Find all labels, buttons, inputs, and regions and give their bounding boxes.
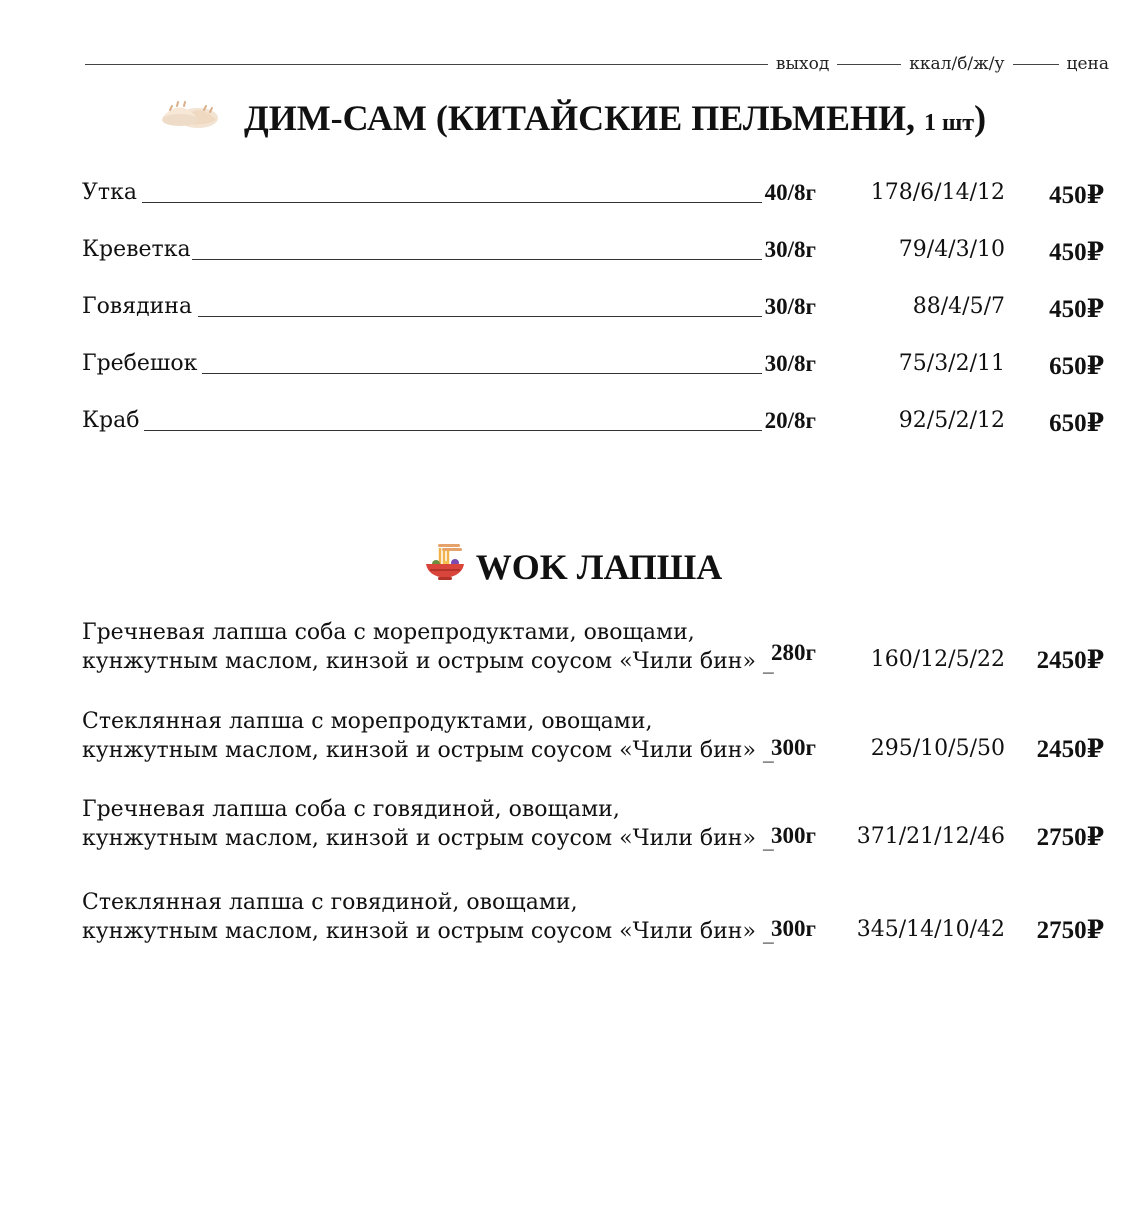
- menu-item-weight: 40/8г: [764, 180, 816, 205]
- menu-item-row: [82, 408, 1106, 438]
- description-line: кунжутным маслом, кинзой и острым соусом «Чили бин» _: [82, 738, 774, 763]
- description-line: Гречневая лапша соба с говядиной, овощами,: [82, 797, 620, 822]
- section-title-wok: [0, 542, 1146, 591]
- description-line: кунжутным маслом, кинзой и острым соусом «Чили бин» _: [82, 826, 774, 851]
- menu-item-nutrition: 92/5/2/12: [898, 408, 1005, 433]
- menu-item-price: 2750₽: [1036, 917, 1104, 944]
- section-title-text: WOK ЛАПША: [475, 546, 723, 587]
- menu-item-price: 2450₽: [1036, 647, 1104, 674]
- menu-item-price: 2750₽: [1036, 824, 1104, 851]
- menu-item-price: 450₽: [1049, 296, 1104, 323]
- menu-item-nutrition: 75/3/2/11: [898, 351, 1005, 376]
- menu-item-name: Утка: [82, 180, 137, 205]
- menu-item-price: 650₽: [1049, 410, 1104, 437]
- menu-item-name: Говядина: [82, 294, 193, 319]
- description-line: Гречневая лапша соба с морепродуктами, овощами,: [82, 620, 695, 645]
- menu-item-name: Гребешок: [82, 351, 198, 376]
- menu-item-weight: 300г: [771, 823, 816, 848]
- menu-item-nutrition: 160/12/5/22: [870, 647, 1005, 672]
- menu-item-weight: 300г: [771, 735, 816, 760]
- dotted-leader: [142, 202, 762, 203]
- menu-item-price: 650₽: [1049, 353, 1104, 380]
- menu-item-name: Краб: [82, 408, 140, 433]
- menu-item-description: [82, 888, 782, 946]
- menu-item-row: [82, 707, 1106, 767]
- header-divider: [837, 64, 901, 65]
- menu-item-weight: 20/8г: [764, 408, 816, 433]
- menu-item-weight: 30/8г: [764, 294, 816, 319]
- dumpling-icon: [160, 96, 220, 139]
- menu-item-weight: 280г: [771, 640, 816, 665]
- menu-item-weight: 300г: [771, 916, 816, 941]
- menu-item-nutrition: 295/10/5/50: [870, 736, 1005, 761]
- price-column-label: цена: [1066, 54, 1109, 74]
- menu-item-weight: 30/8г: [764, 351, 816, 376]
- menu-item-row: [82, 180, 1106, 210]
- menu-item-description: [82, 707, 782, 765]
- nutrition-column-label: ккал/б/ж/у: [909, 54, 1005, 74]
- noodle-bowl-icon: [424, 542, 466, 591]
- menu-item-price: 450₽: [1049, 182, 1104, 209]
- menu-item-nutrition: 345/14/10/42: [856, 917, 1005, 942]
- dotted-leader: [202, 373, 762, 374]
- weight-column-label: выход: [775, 54, 830, 74]
- menu-item-price: 450₽: [1049, 239, 1104, 266]
- menu-item-name: Креветка: [82, 237, 191, 262]
- menu-item-weight: 30/8г: [764, 237, 816, 262]
- description-line: кунжутным маслом, кинзой и острым соусом «Чили бин» _: [82, 919, 774, 944]
- description-line: Стеклянная лапша с морепродуктами, овощами,: [82, 709, 653, 734]
- header-divider: [85, 64, 768, 65]
- menu-item-nutrition: 88/4/5/7: [912, 294, 1005, 319]
- menu-item-row: [82, 351, 1106, 381]
- description-line: кунжутным маслом, кинзой и острым соусом «Чили бин» _: [82, 649, 774, 674]
- menu-item-row: [82, 237, 1106, 267]
- dotted-leader: [192, 259, 762, 260]
- menu-item-description: [82, 795, 782, 853]
- column-header: [85, 53, 1109, 75]
- menu-item-row: [82, 795, 1106, 855]
- dotted-leader: [198, 316, 762, 317]
- section-title-dimsam: [0, 96, 1146, 139]
- dotted-leader: [144, 430, 762, 431]
- menu-item-nutrition: 371/21/12/46: [856, 824, 1005, 849]
- menu-item-nutrition: 79/4/3/10: [898, 237, 1005, 262]
- section-title-text: ДИМ-САМ (КИТАЙСКИЕ ПЕЛЬМЕНИ, 1 шт): [243, 97, 987, 138]
- header-divider: [1013, 64, 1059, 65]
- menu-item-description: [82, 618, 782, 676]
- menu-item-nutrition: 178/6/14/12: [870, 180, 1005, 205]
- menu-item-price: 2450₽: [1036, 736, 1104, 763]
- menu-item-row: [82, 888, 1106, 948]
- description-line: Стеклянная лапша с говядиной, овощами,: [82, 890, 578, 915]
- menu-item-row: [82, 618, 1106, 678]
- menu-item-row: [82, 294, 1106, 324]
